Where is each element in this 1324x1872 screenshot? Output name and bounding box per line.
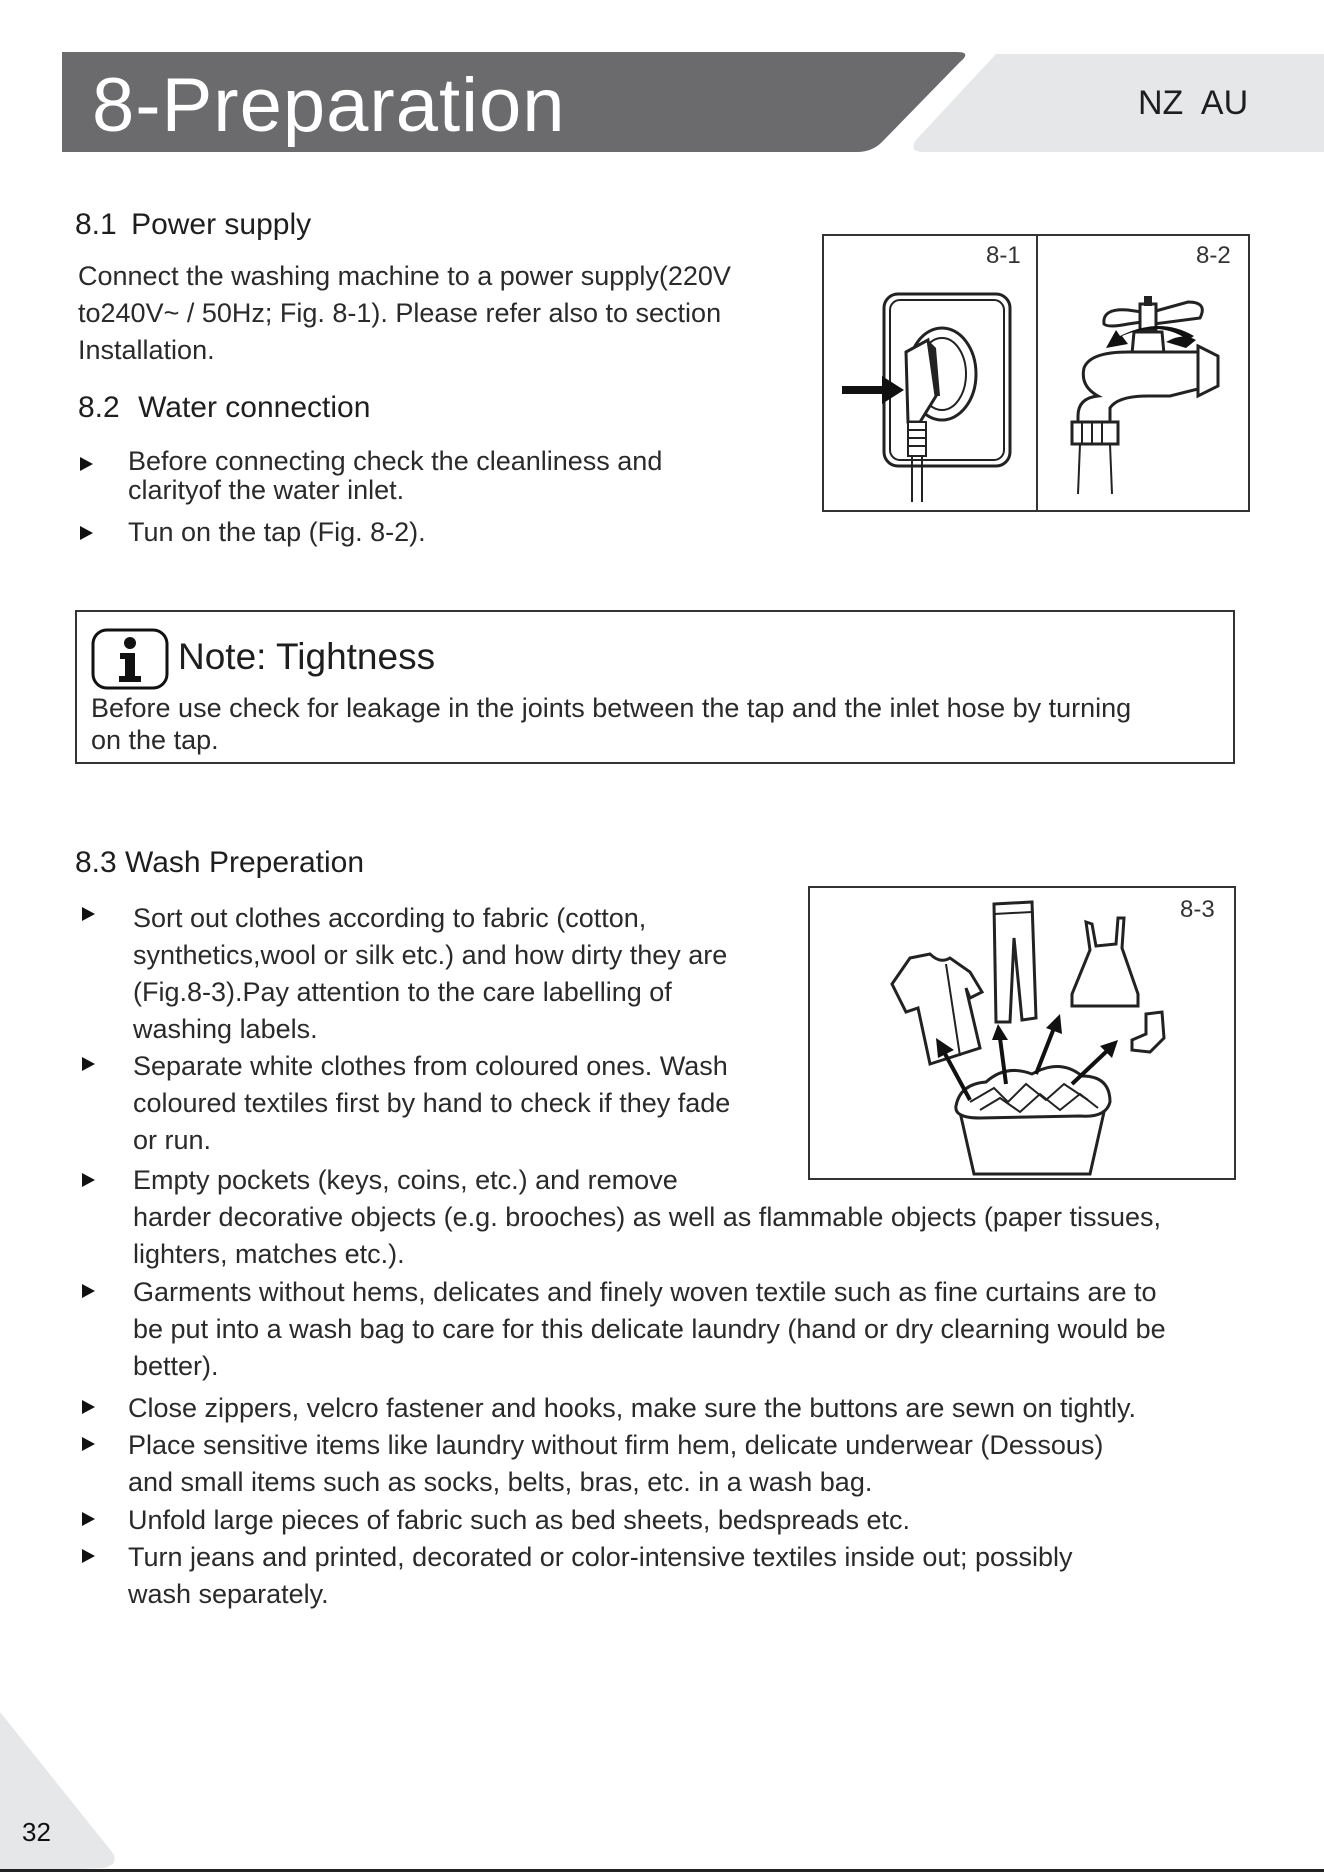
list-item — [128, 514, 426, 551]
text-line: to240V~ / 50Hz; Fig. 8-1). Please refer also to section — [78, 298, 722, 328]
bullet-arrow-icon — [82, 907, 95, 921]
text-line: Place sensitive items like laundry without firm hem, delicate underwear (Dessous) — [128, 1430, 1104, 1460]
text-line: Before connecting check the cleanliness and — [128, 446, 663, 476]
bullet-arrow-icon — [82, 1400, 95, 1414]
bullet-arrow-icon — [82, 1512, 95, 1526]
text-line: Installation. — [78, 335, 215, 365]
page-title: 8-Preparation — [92, 63, 566, 148]
figure-8-1-8-2 — [822, 234, 1250, 512]
bullet-arrow-icon — [80, 457, 93, 471]
section-title: Water connection — [138, 391, 371, 424]
text-line: Sort out clothes according to fabric (cotton, — [133, 903, 647, 933]
text-line: wash separately. — [128, 1579, 329, 1609]
text-line: or run. — [133, 1125, 212, 1155]
text-line: harder decorative objects (e.g. brooches) as well as flammable objects (paper tissues, — [133, 1202, 1161, 1232]
text-line: Separate white clothes from coloured ones. Wash — [133, 1051, 728, 1081]
section-title: Power supply — [131, 208, 312, 241]
text-line: on the tap. — [91, 725, 219, 755]
text-line: Empty pockets (keys, coins, etc.) and remove — [133, 1165, 678, 1195]
text-line: better). — [133, 1351, 219, 1381]
list-item — [133, 900, 727, 1048]
text-line: Garments without hems, delicates and finely woven textile such as fine curtains are to — [133, 1277, 1157, 1307]
text-line: Unfold large pieces of fabric such as bed sheets, bedspreads etc. — [128, 1505, 910, 1535]
list-item — [128, 1539, 1073, 1613]
section-8-3-heading: 8.3 Wash Preperation — [75, 846, 365, 879]
text-line: synthetics,wool or silk etc.) and how dirty they are — [133, 940, 728, 970]
section-8-2-heading — [78, 391, 370, 425]
list-item — [128, 1390, 1136, 1427]
laundry-basket-icon — [810, 888, 1234, 1178]
bullet-arrow-icon — [82, 1057, 95, 1071]
figure-label: 8-1 — [986, 242, 1021, 269]
text-line: and small items such as socks, belts, bras, etc. in a wash bag. — [128, 1467, 873, 1497]
list-item — [128, 1427, 1103, 1501]
info-icon — [91, 628, 169, 690]
bullet-arrow-icon — [82, 1549, 95, 1563]
list-item — [133, 1162, 1161, 1273]
text-line: Before use check for leakage in the joints between the tap and the inlet hose by turning — [91, 693, 1132, 723]
list-item — [128, 1502, 910, 1539]
bullet-arrow-icon — [82, 1437, 95, 1451]
page-number: 32 — [22, 1817, 51, 1847]
text-line: coloured textiles first by hand to check if they fade — [133, 1088, 731, 1118]
bullet-arrow-icon — [80, 526, 93, 540]
section-number: 8.1 — [75, 208, 117, 241]
text-line: washing labels. — [133, 1014, 318, 1044]
text-line: Connect the washing machine to a power supply(220V — [78, 261, 731, 291]
bullet-arrow-icon — [82, 1284, 95, 1298]
text-line: clarityof the water inlet. — [128, 475, 405, 505]
figure-label: 8-3 — [1180, 896, 1215, 923]
list-item — [128, 447, 662, 505]
text-line: be put into a wash bag to care for this delicate laundry (hand or dry clearning would be — [133, 1314, 1166, 1344]
figure-label: 8-2 — [1196, 242, 1231, 269]
text-line: Tun on the tap (Fig. 8-2). — [128, 517, 426, 547]
page-corner-decoration — [0, 1712, 120, 1872]
text-line: Close zippers, velcro fastener and hooks, make sure the buttons are sewn on tightly. — [128, 1393, 1137, 1423]
water-tap-icon — [1038, 236, 1250, 510]
note-body — [91, 692, 1231, 756]
bullet-arrow-icon — [82, 1173, 95, 1187]
text-line: Turn jeans and printed, decorated or color-intensive textiles inside out; possibly — [128, 1542, 1073, 1572]
section-8-1-body — [78, 258, 798, 369]
list-item — [133, 1048, 730, 1159]
power-plug-icon — [824, 236, 1036, 510]
section-8-1-heading — [75, 208, 311, 242]
section-number: 8.2 — [78, 391, 120, 424]
region-label: NZ AU — [1138, 84, 1249, 122]
text-line: (Fig.8-3).Pay attention to the care labelling of — [133, 977, 672, 1007]
text-line: lighters, matches etc.). — [133, 1239, 405, 1269]
list-item — [133, 1274, 1166, 1385]
figure-8-3 — [808, 886, 1236, 1180]
note-title: Note: Tightness — [178, 636, 436, 677]
